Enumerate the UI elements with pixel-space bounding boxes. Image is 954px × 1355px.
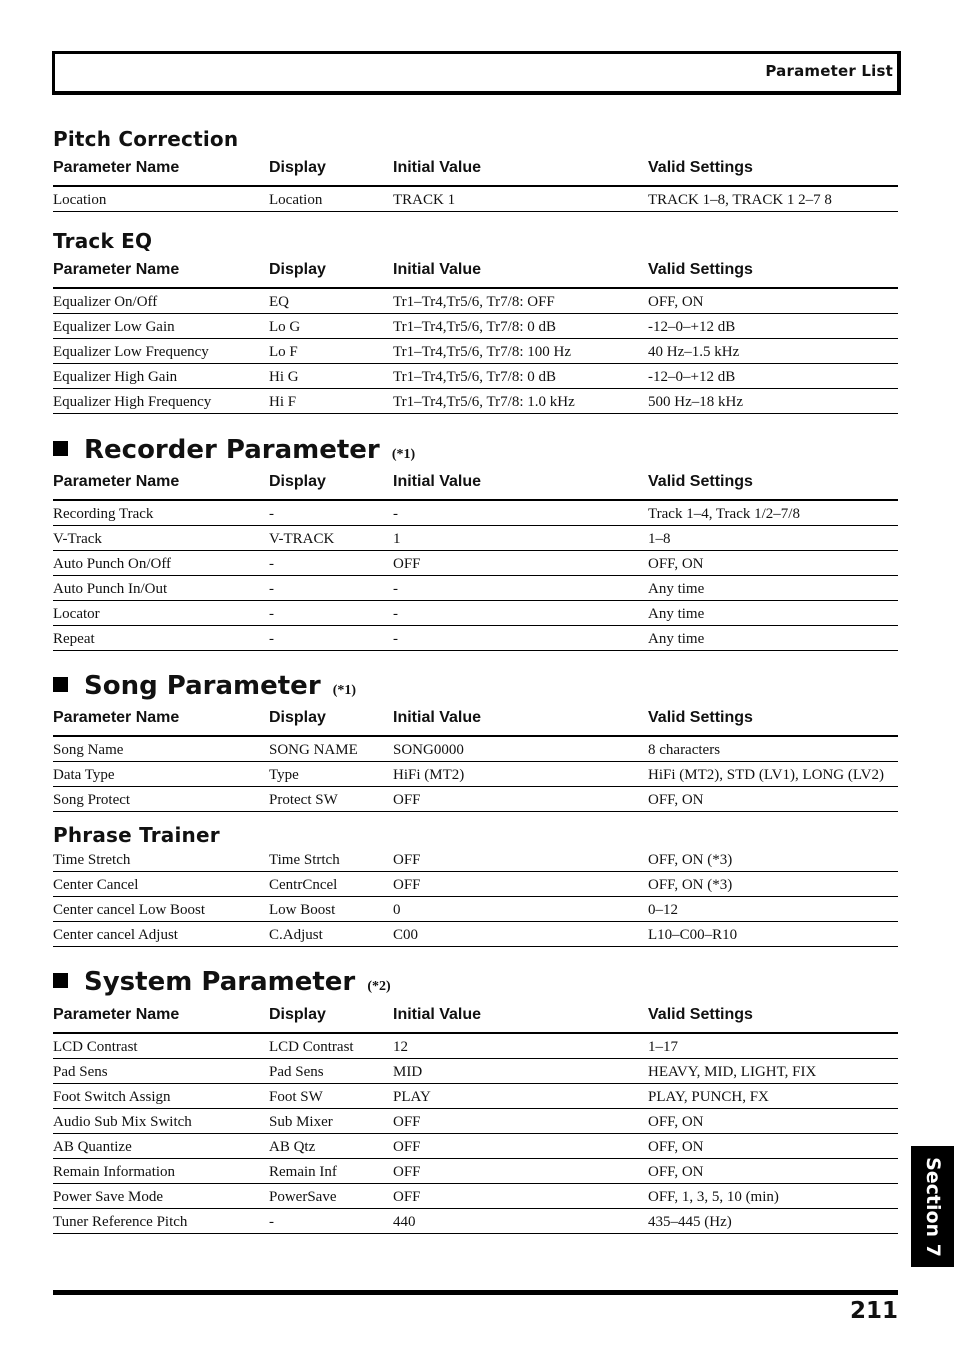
cell-display: Pad Sens — [269, 1063, 324, 1080]
cell-initial-value: - — [393, 505, 398, 522]
cell-valid-settings: OFF, ON (*3) — [648, 851, 733, 868]
cell-parameter-name: Center Cancel — [53, 876, 139, 893]
cell-parameter-name: Auto Punch In/Out — [53, 580, 168, 597]
cell-display: Foot SW — [269, 1088, 323, 1105]
system-parameter-heading — [53, 967, 391, 997]
cell-valid-settings: 40 Hz–1.5 kHz — [648, 343, 740, 360]
cell-parameter-name: Foot Switch Assign — [53, 1088, 171, 1105]
table-header — [53, 703, 898, 737]
cell-initial-value: 0 — [393, 901, 401, 918]
table-row — [53, 501, 898, 526]
cell-display: - — [269, 555, 274, 572]
cell-parameter-name: Power Save Mode — [53, 1188, 163, 1205]
cell-valid-settings: OFF, ON — [648, 1113, 704, 1130]
cell-valid-settings: OFF, 1, 3, 5, 10 (min) — [648, 1188, 779, 1205]
cell-parameter-name: V-Track — [53, 530, 102, 547]
section-tab — [911, 1146, 954, 1267]
cell-parameter-name: Time Stretch — [53, 851, 131, 868]
cell-initial-value: OFF — [393, 1138, 421, 1155]
cell-valid-settings: TRACK 1–8, TRACK 1 2–7 8 — [648, 191, 832, 208]
cell-valid-settings: 500 Hz–18 kHz — [648, 393, 743, 410]
cell-parameter-name: Center cancel Low Boost — [53, 901, 206, 918]
cell-valid-settings: PLAY, PUNCH, FX — [648, 1088, 769, 1105]
cell-parameter-name: Locator — [53, 605, 100, 622]
cell-initial-value: Tr1–Tr4,Tr5/6, Tr7/8: OFF — [393, 293, 555, 310]
pitch-correction-table — [53, 153, 898, 212]
column-header-valid-settings: Valid Settings — [648, 159, 753, 176]
section-tab-label: Section 7 — [921, 1156, 944, 1257]
table-row — [53, 389, 898, 414]
cell-valid-settings: Any time — [648, 580, 705, 597]
cell-display: Remain Inf — [269, 1163, 337, 1180]
recorder-table — [53, 467, 898, 651]
column-header-parameter-name: Parameter Name — [53, 709, 180, 726]
cell-valid-settings: 0–12 — [648, 901, 678, 918]
column-header-parameter-name: Parameter Name — [53, 1006, 180, 1023]
system-title: System Parameter — [84, 967, 356, 997]
cell-parameter-name: Auto Punch On/Off — [53, 555, 172, 572]
column-header-display: Display — [269, 709, 326, 726]
cell-parameter-name: Equalizer Low Gain — [53, 318, 175, 335]
column-header-parameter-name: Parameter Name — [53, 159, 180, 176]
cell-parameter-name: Equalizer High Frequency — [53, 393, 212, 410]
cell-display: Type — [269, 766, 299, 783]
column-header-display: Display — [269, 473, 326, 490]
table-row — [53, 1184, 898, 1209]
cell-parameter-name: Equalizer High Gain — [53, 368, 178, 385]
cell-initial-value: TRACK 1 — [393, 191, 456, 208]
cell-display: C.Adjust — [269, 926, 323, 943]
table-header — [53, 255, 898, 289]
cell-display: Location — [269, 191, 323, 208]
cell-valid-settings: 1–8 — [648, 530, 671, 547]
table-header — [53, 153, 898, 187]
table-row — [53, 339, 898, 364]
table-row — [53, 1084, 898, 1109]
cell-display: - — [269, 630, 274, 647]
table-row — [53, 897, 898, 922]
table-row — [53, 787, 898, 812]
cell-valid-settings: OFF, ON — [648, 293, 704, 310]
table-row — [53, 289, 898, 314]
column-header-valid-settings: Valid Settings — [648, 473, 753, 490]
cell-initial-value: PLAY — [393, 1088, 431, 1105]
table-row — [53, 1209, 898, 1234]
cell-parameter-name: Tuner Reference Pitch — [53, 1213, 188, 1230]
cell-valid-settings: Track 1–4, Track 1/2–7/8 — [648, 505, 800, 522]
cell-display: AB Qtz — [269, 1138, 316, 1155]
cell-display: PowerSave — [269, 1188, 337, 1205]
cell-valid-settings: OFF, ON (*3) — [648, 876, 733, 893]
track-eq-heading: Track EQ — [53, 229, 153, 253]
page-number: 211 — [849, 1298, 898, 1324]
cell-parameter-name: Song Protect — [53, 791, 131, 808]
cell-parameter-name: AB Quantize — [53, 1138, 132, 1155]
table-row — [53, 762, 898, 787]
table-row — [53, 626, 898, 651]
table-row — [53, 1134, 898, 1159]
cell-parameter-name: Remain Information — [53, 1163, 176, 1180]
footer-rule — [53, 1290, 898, 1295]
table-row — [53, 737, 898, 762]
table-row — [53, 1109, 898, 1134]
header-box — [52, 51, 901, 95]
cell-initial-value: 1 — [393, 530, 401, 547]
cell-initial-value: OFF — [393, 791, 421, 808]
heading-square-icon — [53, 441, 68, 456]
cell-initial-value: Tr1–Tr4,Tr5/6, Tr7/8: 0 dB — [393, 368, 557, 385]
table-header — [53, 1000, 898, 1034]
cell-display: - — [269, 505, 274, 522]
column-header-display: Display — [269, 261, 326, 278]
cell-valid-settings: OFF, ON — [648, 1138, 704, 1155]
song-parameter-heading — [53, 671, 356, 701]
song-note: (*1) — [332, 683, 357, 698]
cell-valid-settings: HiFi (MT2), STD (LV1), LONG (LV2) — [648, 766, 884, 783]
cell-display: Low Boost — [269, 901, 336, 918]
cell-initial-value: - — [393, 630, 398, 647]
cell-initial-value: MID — [393, 1063, 423, 1080]
phrase-trainer-table — [53, 847, 898, 947]
cell-initial-value: 440 — [393, 1213, 416, 1230]
table-row — [53, 872, 898, 897]
table-row — [53, 847, 898, 872]
system-note: (*2) — [367, 979, 391, 994]
cell-display: EQ — [269, 293, 289, 310]
cell-display: CentrCncel — [269, 876, 338, 893]
phrase-trainer-heading: Phrase Trainer — [53, 823, 220, 847]
cell-initial-value: C00 — [393, 926, 419, 943]
cell-display: Hi F — [269, 393, 297, 410]
cell-initial-value: - — [393, 580, 398, 597]
cell-parameter-name: Pad Sens — [53, 1063, 108, 1080]
cell-display: LCD Contrast — [269, 1038, 354, 1055]
cell-initial-value: OFF — [393, 1113, 421, 1130]
heading-square-icon — [53, 973, 68, 988]
table-row — [53, 1034, 898, 1059]
recorder-parameter-heading — [53, 435, 415, 465]
column-header-valid-settings: Valid Settings — [648, 261, 753, 278]
table-row — [53, 1059, 898, 1084]
cell-valid-settings: 1–17 — [648, 1038, 678, 1055]
cell-display: Lo F — [269, 343, 298, 360]
column-header-initial-value: Initial Value — [393, 261, 482, 278]
cell-valid-settings: 435–445 (Hz) — [648, 1213, 732, 1230]
column-header-parameter-name: Parameter Name — [53, 473, 180, 490]
cell-valid-settings: -12–0–+12 dB — [648, 318, 736, 335]
table-row — [53, 1159, 898, 1184]
recorder-note: (*1) — [391, 447, 416, 462]
cell-initial-value: - — [393, 605, 398, 622]
column-header-valid-settings: Valid Settings — [648, 709, 753, 726]
cell-initial-value: HiFi (MT2) — [393, 766, 465, 783]
table-row — [53, 576, 898, 601]
cell-parameter-name: Equalizer Low Frequency — [53, 343, 209, 360]
column-header-initial-value: Initial Value — [393, 473, 482, 490]
column-header-parameter-name: Parameter Name — [53, 261, 180, 278]
column-header-initial-value: Initial Value — [393, 709, 482, 726]
cell-parameter-name: Data Type — [53, 766, 115, 783]
column-header-display: Display — [269, 159, 326, 176]
table-row — [53, 922, 898, 947]
table-row — [53, 314, 898, 339]
table-row — [53, 601, 898, 626]
cell-parameter-name: Audio Sub Mix Switch — [53, 1113, 192, 1130]
cell-valid-settings: L10–C00–R10 — [648, 926, 738, 943]
cell-valid-settings: Any time — [648, 605, 705, 622]
recorder-title: Recorder Parameter — [84, 435, 380, 465]
cell-display: Hi G — [269, 368, 299, 385]
cell-display: - — [269, 1213, 274, 1230]
song-title: Song Parameter — [84, 671, 321, 701]
cell-display: Sub Mixer — [269, 1113, 333, 1130]
cell-initial-value: OFF — [393, 851, 421, 868]
cell-parameter-name: Location — [53, 191, 107, 208]
cell-valid-settings: Any time — [648, 630, 705, 647]
heading-square-icon — [53, 677, 68, 692]
cell-display: - — [269, 580, 274, 597]
cell-valid-settings: OFF, ON — [648, 555, 704, 572]
cell-initial-value: Tr1–Tr4,Tr5/6, Tr7/8: 100 Hz — [393, 343, 571, 360]
cell-valid-settings: HEAVY, MID, LIGHT, FIX — [648, 1063, 817, 1080]
cell-initial-value: OFF — [393, 1163, 421, 1180]
cell-initial-value: 12 — [393, 1038, 408, 1055]
cell-initial-value: OFF — [393, 555, 421, 572]
table-header — [53, 467, 898, 501]
cell-initial-value: OFF — [393, 876, 421, 893]
cell-parameter-name: Recording Track — [53, 505, 154, 522]
system-table — [53, 1000, 898, 1234]
cell-display: Protect SW — [269, 791, 338, 808]
table-row — [53, 364, 898, 389]
cell-valid-settings: -12–0–+12 dB — [648, 368, 736, 385]
column-header-initial-value: Initial Value — [393, 159, 482, 176]
cell-parameter-name: Center cancel Adjust — [53, 926, 178, 943]
table-row — [53, 187, 898, 212]
cell-display: SONG NAME — [269, 741, 358, 758]
cell-parameter-name: Equalizer On/Off — [53, 293, 158, 310]
cell-parameter-name: Repeat — [53, 630, 95, 647]
cell-valid-settings: OFF, ON — [648, 791, 704, 808]
cell-parameter-name: LCD Contrast — [53, 1038, 138, 1055]
cell-initial-value: OFF — [393, 1188, 421, 1205]
cell-valid-settings: OFF, ON — [648, 1163, 704, 1180]
cell-initial-value: Tr1–Tr4,Tr5/6, Tr7/8: 1.0 kHz — [393, 393, 575, 410]
table-row — [53, 526, 898, 551]
cell-display: V-TRACK — [269, 530, 335, 547]
cell-display: Time Strtch — [269, 851, 340, 868]
table-row — [53, 551, 898, 576]
cell-display: Lo G — [269, 318, 301, 335]
pitch-correction-heading: Pitch Correction — [53, 127, 239, 151]
column-header-valid-settings: Valid Settings — [648, 1006, 753, 1023]
cell-parameter-name: Song Name — [53, 741, 124, 758]
column-header-initial-value: Initial Value — [393, 1006, 482, 1023]
cell-initial-value: SONG0000 — [393, 741, 464, 758]
cell-valid-settings: 8 characters — [648, 741, 721, 758]
cell-initial-value: Tr1–Tr4,Tr5/6, Tr7/8: 0 dB — [393, 318, 557, 335]
column-header-display: Display — [269, 1006, 326, 1023]
song-table — [53, 703, 898, 812]
track-eq-table — [53, 255, 898, 414]
cell-display: - — [269, 605, 274, 622]
header-title: Parameter List — [765, 62, 893, 80]
